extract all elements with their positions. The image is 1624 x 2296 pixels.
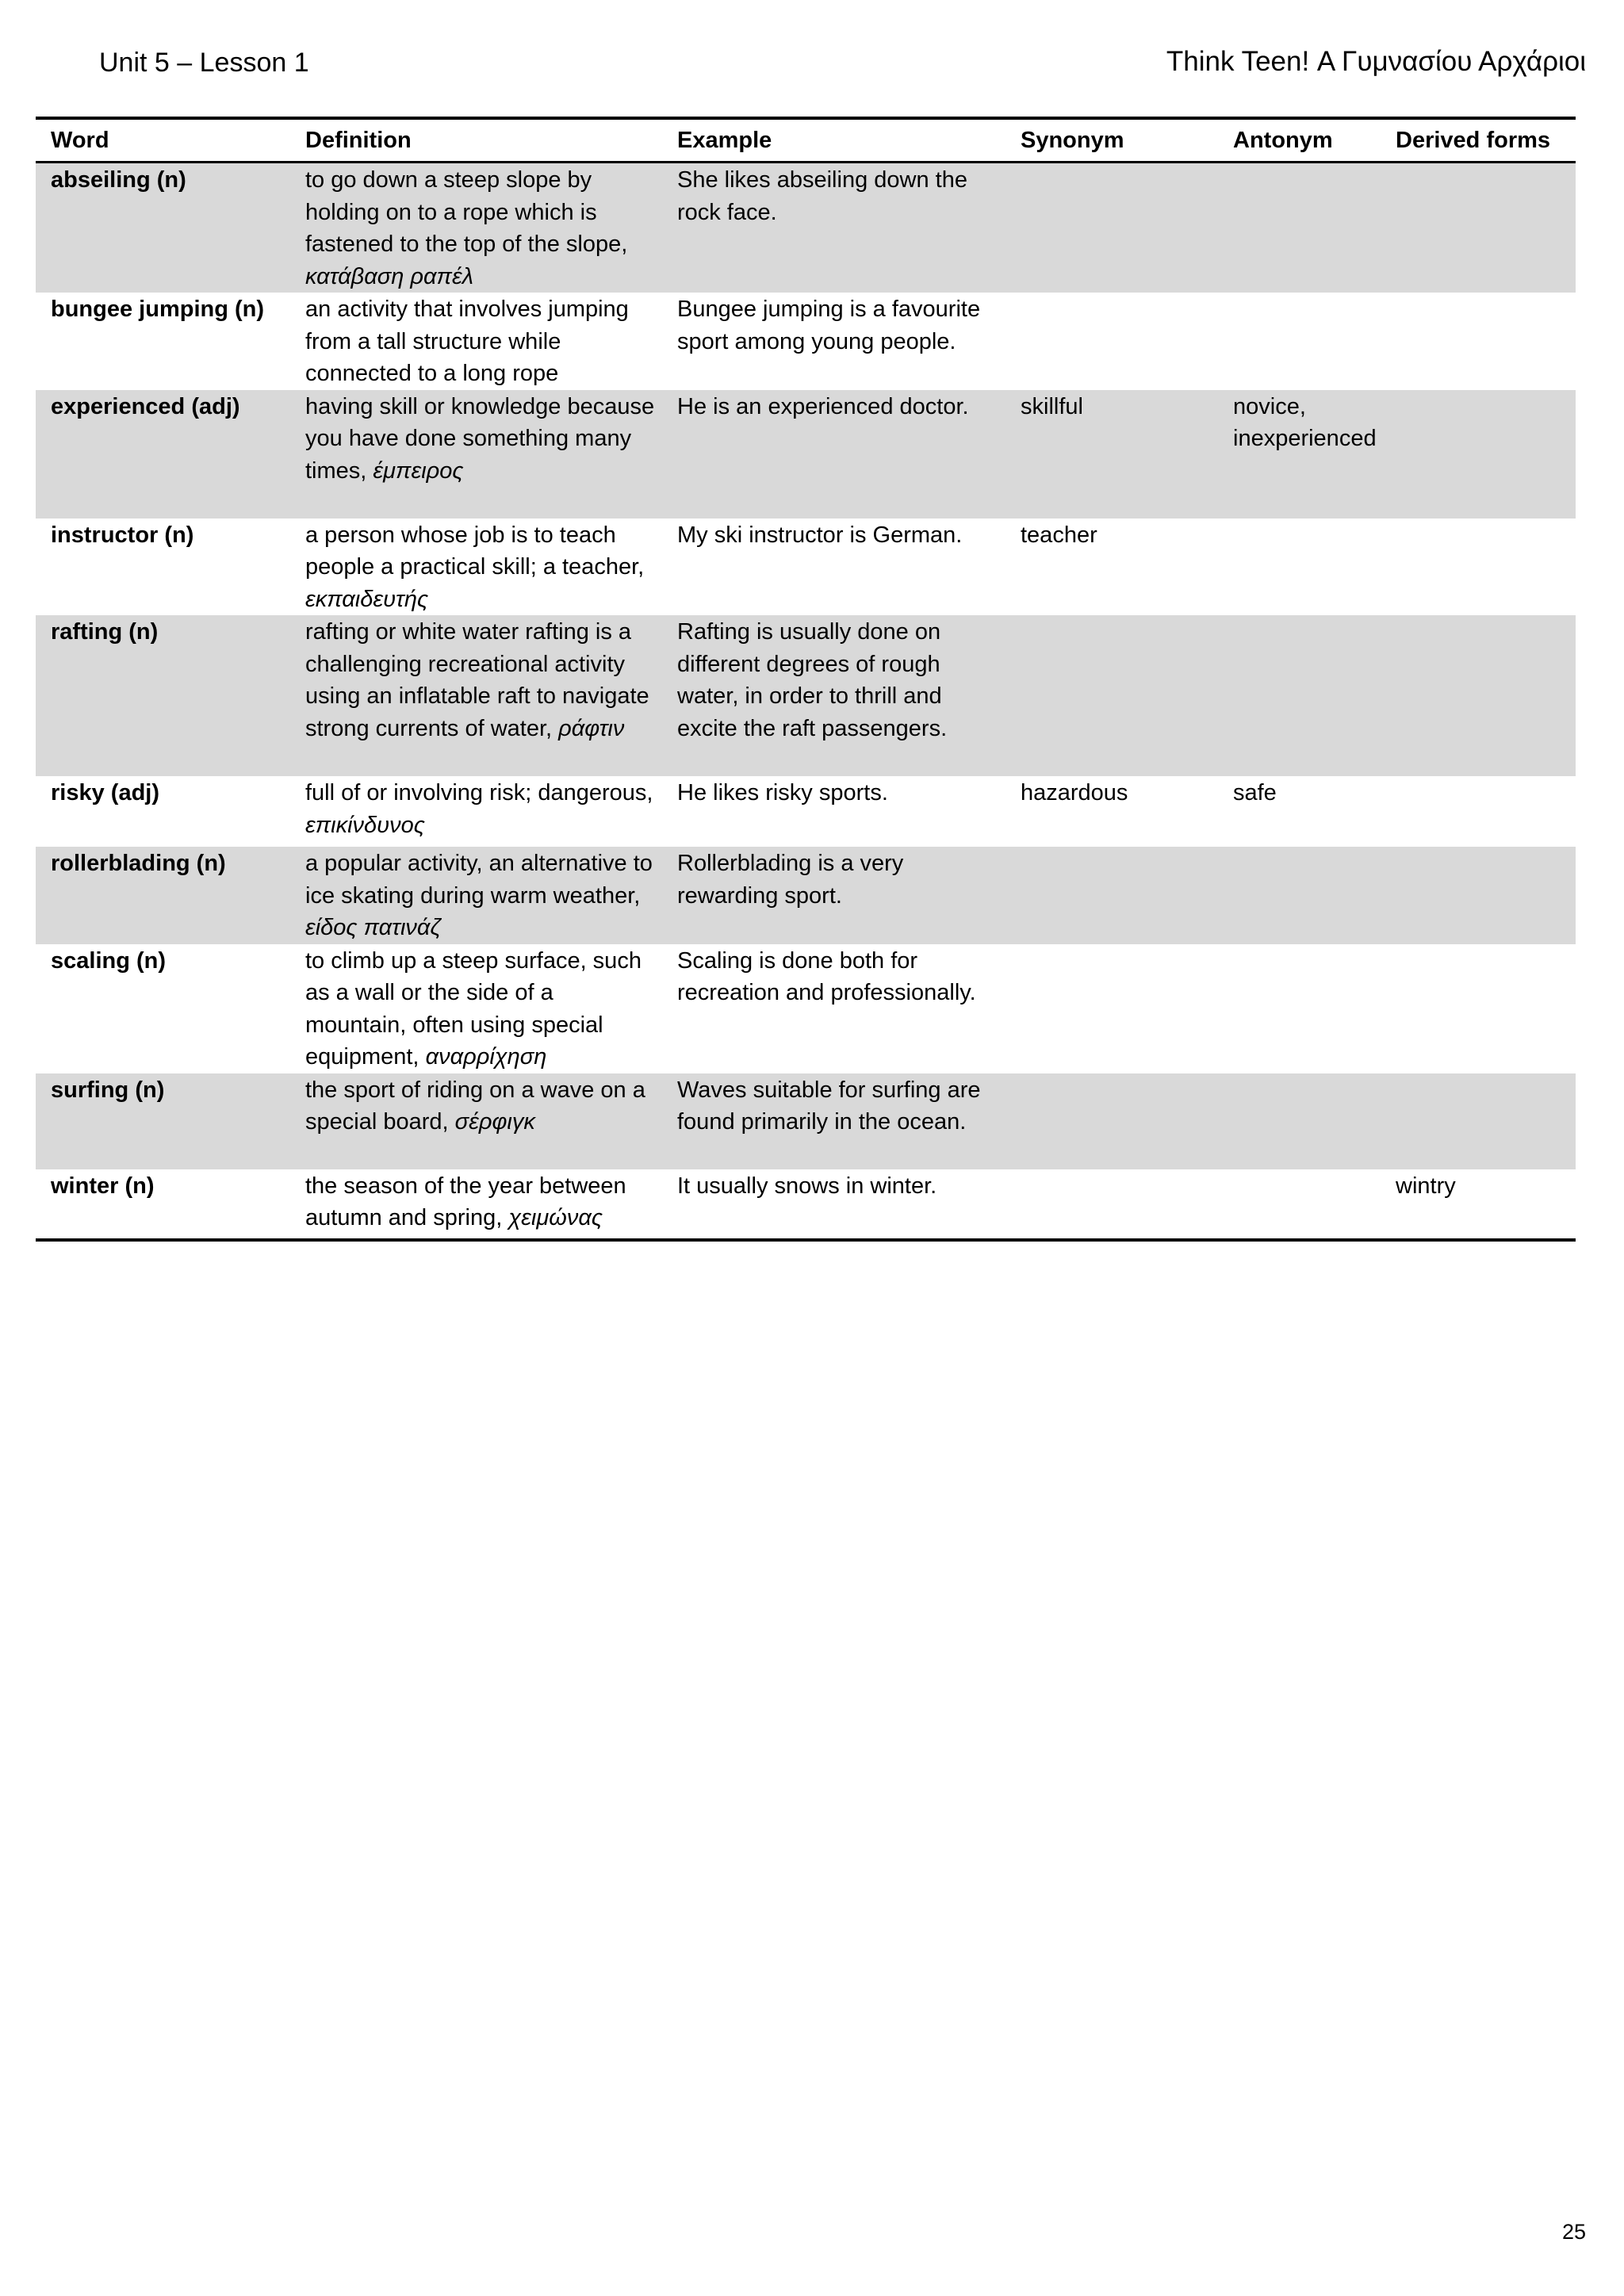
word-cell: rollerblading (n) (36, 847, 290, 944)
table-row (36, 615, 1576, 776)
definition-text: full of or involving risk; dangerous, (305, 780, 653, 806)
page-number: 25 (1561, 2220, 1586, 2244)
word-cell: surfing (n) (36, 1073, 290, 1169)
greek-translation: ράφτιν (558, 715, 625, 741)
table-row (36, 1169, 1576, 1240)
definition-cell (290, 390, 662, 519)
antonym-cell (1218, 519, 1381, 616)
definition-text: a popular activity, an alternative to ice skating during warm weather, (305, 851, 653, 909)
synonym-cell (1005, 847, 1218, 944)
derived-forms-cell (1381, 163, 1576, 293)
antonym-cell: novice, inexperienced (1218, 390, 1381, 519)
vocabulary-table (36, 117, 1576, 1242)
word-cell: instructor (n) (51, 522, 194, 548)
derived-forms-cell (1381, 944, 1576, 1073)
example-cell: It usually snows in winter. (662, 1169, 1005, 1240)
derived-forms-cell (1381, 519, 1576, 616)
derived-forms-cell (1381, 847, 1576, 944)
example-cell: He is an experienced doctor. (662, 390, 1005, 519)
word-cell: experienced (adj) (36, 390, 290, 519)
column-header-antonym: Antonym (1218, 118, 1381, 163)
definition-cell (290, 163, 662, 293)
definition-cell (290, 615, 662, 776)
example-cell: Waves suitable for surfing are found primarily in the ocean. (662, 1073, 1005, 1169)
example-cell: Rollerblading is a very rewarding sport. (662, 847, 1005, 944)
derived-forms-cell: wintry (1381, 1169, 1576, 1240)
greek-translation: είδος πατινάζ (305, 915, 441, 940)
greek-translation: έμπειρος (373, 457, 464, 484)
table-row (36, 163, 1576, 293)
synonym-cell: skillful (1005, 390, 1218, 519)
synonym-cell: hazardous (1021, 780, 1128, 806)
derived-forms-cell (1381, 1073, 1576, 1169)
column-header-synonym: Synonym (1005, 118, 1218, 163)
definition-text: to go down a steep slope by holding on to a rope which is fastened to the top of the slope, (305, 167, 628, 257)
example-cell: She likes abseiling down the rock face. (662, 163, 1005, 293)
table-row (36, 293, 1576, 390)
antonym-cell: safe (1233, 780, 1277, 806)
definition-text: the sport of riding on a wave on a special board, (305, 1077, 645, 1135)
synonym-cell: teacher (1021, 522, 1097, 548)
table-row (36, 1073, 1576, 1169)
greek-translation: σέρφιγκ (454, 1109, 535, 1135)
word-cell: scaling (n) (51, 947, 167, 974)
antonym-cell (1218, 944, 1381, 1073)
example-cell: My ski instructor is German. (677, 522, 963, 548)
definition-text: the season of the year between autumn and spring, (305, 1173, 626, 1230)
definition-text: an activity that involves jumping from a tall structure while connected to a long rope (305, 297, 629, 386)
definition-cell (290, 519, 662, 616)
greek-translation: εκπαιδευτής (305, 586, 429, 612)
word-cell: bungee jumping (n) (51, 297, 265, 322)
antonym-cell (1218, 847, 1381, 944)
definition-cell (290, 776, 662, 847)
antonym-cell (1218, 163, 1381, 293)
table-row (36, 390, 1576, 519)
greek-translation: επικίνδυνος (305, 812, 425, 838)
greek-translation: αναρρίχηση (425, 1044, 547, 1070)
table-row (36, 519, 1576, 616)
antonym-cell (1218, 615, 1381, 776)
antonym-cell (1218, 293, 1381, 390)
definition-cell (290, 1169, 662, 1240)
antonym-cell (1218, 1169, 1381, 1240)
example-cell: He likes risky sports. (677, 780, 888, 806)
greek-translation: κατάβαση ραπέλ (305, 263, 474, 289)
synonym-cell (1005, 1169, 1218, 1240)
derived-forms-cell (1381, 776, 1576, 847)
synonym-cell (1005, 615, 1218, 776)
definition-cell (290, 944, 662, 1073)
definition-text: rafting or white water rafting is a challenging recreational activity using an inflatable raft to navigate strong currents of water, (305, 619, 649, 741)
word-cell: abseiling (n) (36, 163, 290, 293)
unit-lesson-heading: Unit 5 – Lesson 1 (99, 48, 309, 78)
table-row (36, 944, 1576, 1073)
word-cell: risky (adj) (51, 780, 159, 806)
column-header-word: Word (36, 118, 290, 163)
definition-cell (290, 293, 662, 390)
table-header-row (36, 118, 1576, 163)
definition-cell (290, 847, 662, 944)
example-cell: Bungee jumping is a favourite sport among young people. (677, 297, 981, 354)
greek-translation: χειμώνας (508, 1205, 603, 1230)
example-cell: Scaling is done both for recreation and professionally. (677, 947, 976, 1005)
definition-cell (290, 1073, 662, 1169)
antonym-cell (1218, 1073, 1381, 1169)
word-cell: rafting (n) (36, 615, 290, 776)
word-cell: winter (n) (36, 1169, 290, 1240)
definition-text: a person whose job is to teach people a practical skill; a teacher, (305, 522, 645, 580)
definition-text: to climb up a steep surface, such as a wall or the side of a mountain, often using special equipment, (305, 947, 642, 1070)
column-header-derived-forms: Derived forms (1381, 118, 1576, 163)
derived-forms-cell (1381, 390, 1576, 519)
example-cell: Rafting is usually done on different degrees of rough water, in order to thrill and excite the raft passengers. (662, 615, 1005, 776)
synonym-cell (1005, 163, 1218, 293)
table-row (36, 776, 1576, 847)
column-header-example: Example (662, 118, 1005, 163)
synonym-cell (1005, 944, 1218, 1073)
column-header-definition: Definition (290, 118, 662, 163)
synonym-cell (1005, 293, 1218, 390)
derived-forms-cell (1381, 293, 1576, 390)
definition-text: having skill or knowledge because you have done something many times, (305, 393, 655, 484)
book-title: Think Teen! Α Γυμνασίου Αρχάριοι (1166, 46, 1586, 77)
table-row (36, 847, 1576, 944)
derived-forms-cell (1381, 615, 1576, 776)
synonym-cell (1005, 1073, 1218, 1169)
